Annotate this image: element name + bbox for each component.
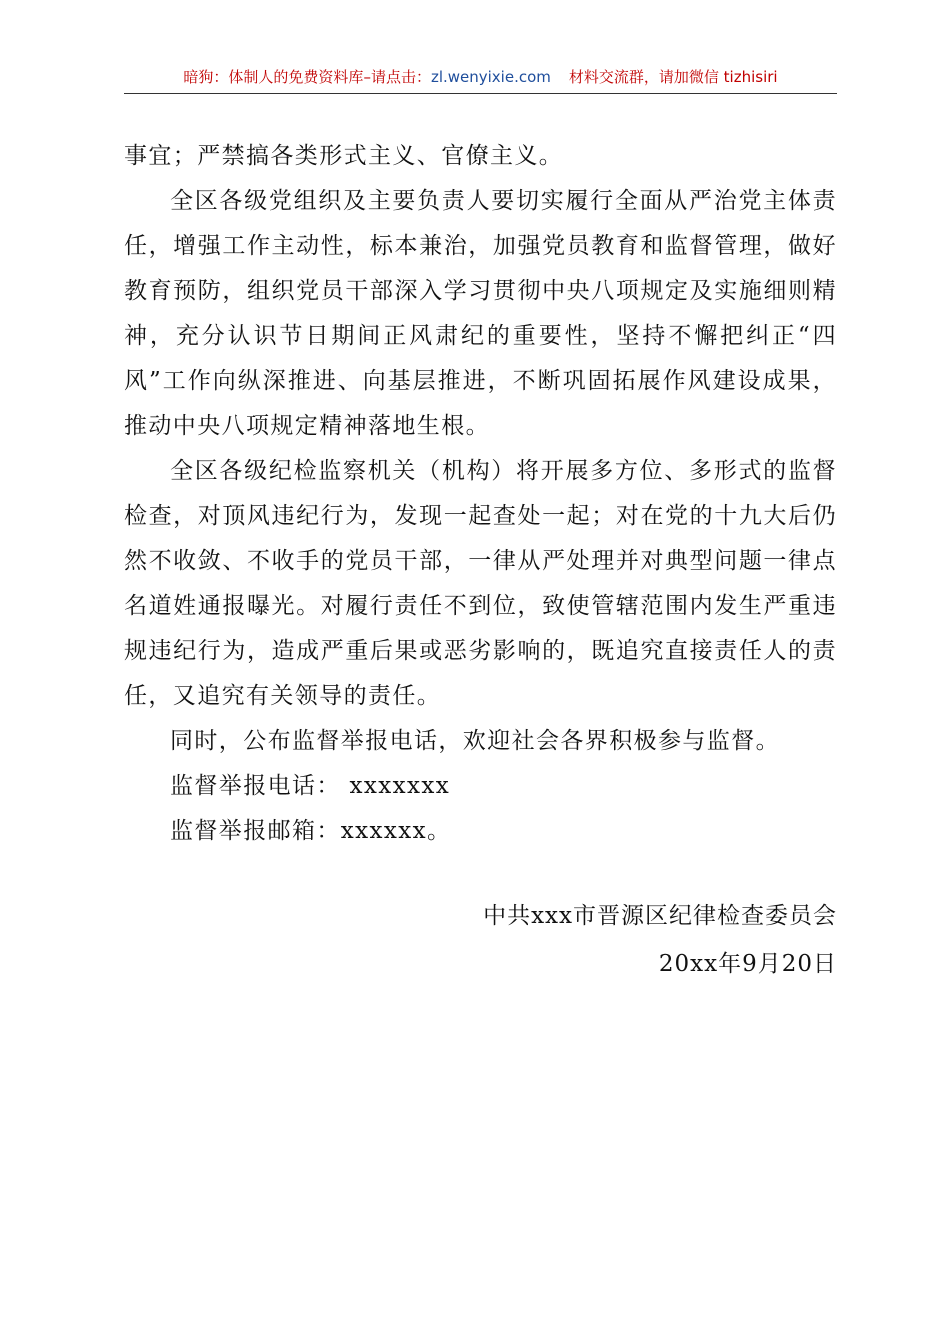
signature-block bbox=[483, 892, 837, 988]
paragraph-announcement: 同时，公布监督举报电话，欢迎社会各界积极参与监督。 bbox=[170, 728, 780, 754]
paragraph-party-responsibility: 全区各级党组织及主要负责人要切实履行全面从严治党主体责任，增强工作主动性，标本兼治，加强党员教育和监督管理，做好教育预防，组织党员干部深入学习贯彻中央八项规定及实施细则精神，充分认识节日期间正风肃纪的重要性，坚持不懈把纠正“四风”工作向纵深推进、向基层推进，不断巩固拓展作风建设成果，推动中央八项规定精神落地生根。 bbox=[124, 188, 837, 439]
report-phone: 监督举报电话： xxxxxxx bbox=[170, 773, 451, 799]
paragraph-supervision: 全区各级纪检监察机关（机构）将开展多方位、多形式的监督检查，对顶风违纪行为，发现一起查处一起；对在党的十九大后仍然不收敛、不收手的党员干部，一律从严处理并对典型问题一律点名道姓通报曝光。对履行责任不到位，致使管辖范围内发生严重违规违纪行为，造成严重后果或恶劣影响的，既追究直接责任人的责任，又追究有关领导的责任。 bbox=[124, 458, 837, 709]
page-header bbox=[124, 62, 837, 94]
document-body bbox=[124, 134, 837, 854]
header-site-name: 暗狗：体制人的免费资料库 bbox=[183, 68, 364, 86]
header-link[interactable]: zl.wenyixie.com bbox=[430, 67, 551, 86]
header-click-prompt: –请点击： bbox=[363, 68, 431, 86]
paragraph-continuation: 事宜；严禁搞各类形式主义、官僚主义。 bbox=[124, 143, 564, 169]
report-email: 监督举报邮箱：xxxxxx。 bbox=[170, 818, 452, 844]
signature-date: 20xx年9月20日 bbox=[658, 951, 837, 977]
signature-org: 中共xxx市晋源区纪律检查委员会 bbox=[483, 903, 837, 929]
header-wechat-note: 材料交流群，请加微信 tizhisiri bbox=[568, 68, 778, 86]
